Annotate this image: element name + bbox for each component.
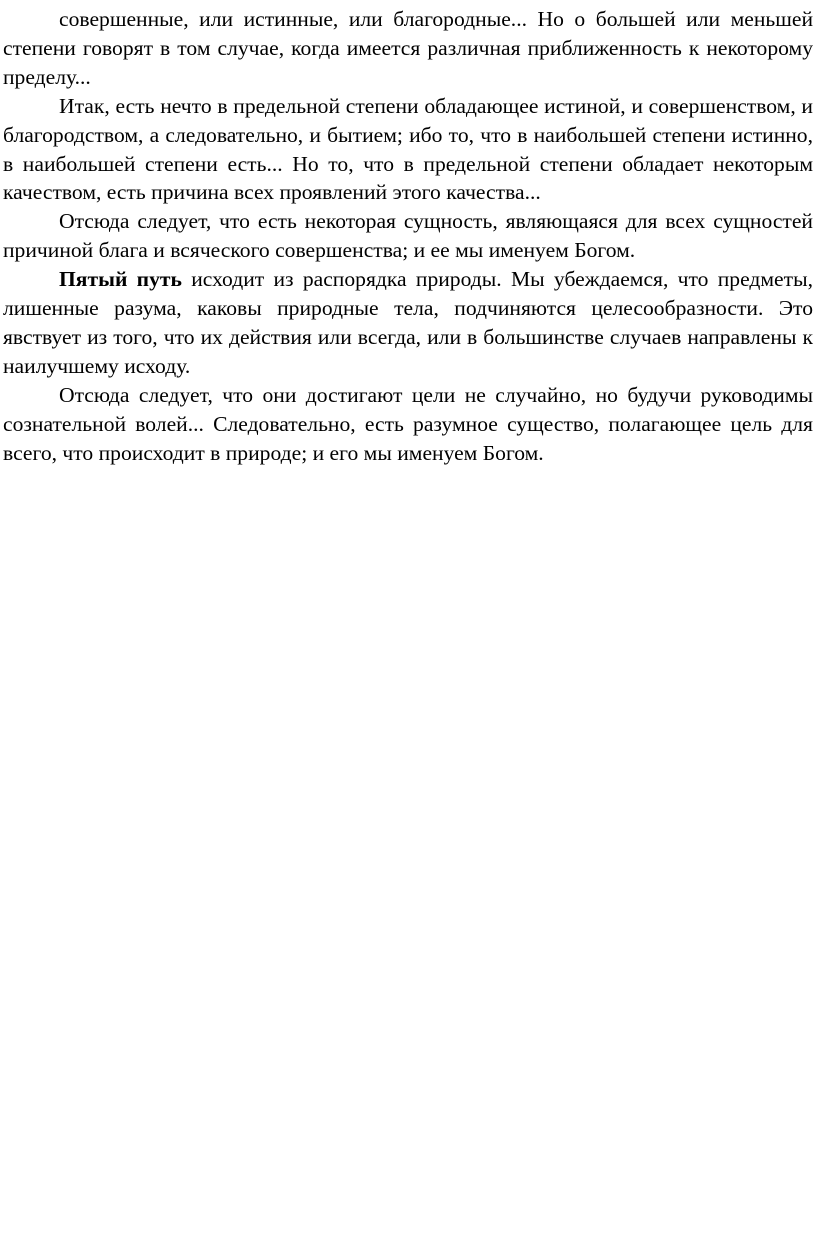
paragraph-1 [3, 5, 813, 92]
paragraph-5-text: Отсюда следует, что они достигают цели не случайно, но будучи руководимы сознательной волей... Следовательно, есть разумное существо, полагающее цель для всего, что происходит в природе; и его мы именуем Богом. [3, 382, 813, 465]
paragraph-5 [3, 381, 813, 468]
paragraph-4-bold-lead: Пятый путь [59, 267, 182, 292]
paragraph-3-text: Отсюда следует, что есть некоторая сущность, являющаяся для всех сущностей причиной блага и всяческого совершенства; и ее мы именуем Богом. [3, 209, 813, 263]
paragraph-4 [3, 265, 813, 381]
paragraph-1-text: совершенные, или истинные, или благородные... Но о большей или меньшей степени говорят в том случае, когда имеется различная приближенность к некоторому пределу... [3, 7, 813, 89]
paragraph-2 [3, 92, 813, 208]
document-body [3, 5, 813, 468]
paragraph-4-text: исходит из распорядка природы. Мы убеждаемся, что предметы, лишенные разума, каковы природные тела, подчиняются целесообразности. Это явствует из того, что их действия или всегда, или в большинстве случаев направлены к наилучшему исходу. [3, 267, 813, 378]
paragraph-2-text: Итак, есть нечто в предельной степени обладающее истиной, и совершенством, и благородством, а следовательно, и бытием; ибо то, что в наибольшей степени истинно, в наибольшей степени есть... Но то, что в предельной степени обладает некоторым качеством, есть причина всех проявлений этого качества... [3, 93, 813, 205]
paragraph-3 [3, 207, 813, 265]
